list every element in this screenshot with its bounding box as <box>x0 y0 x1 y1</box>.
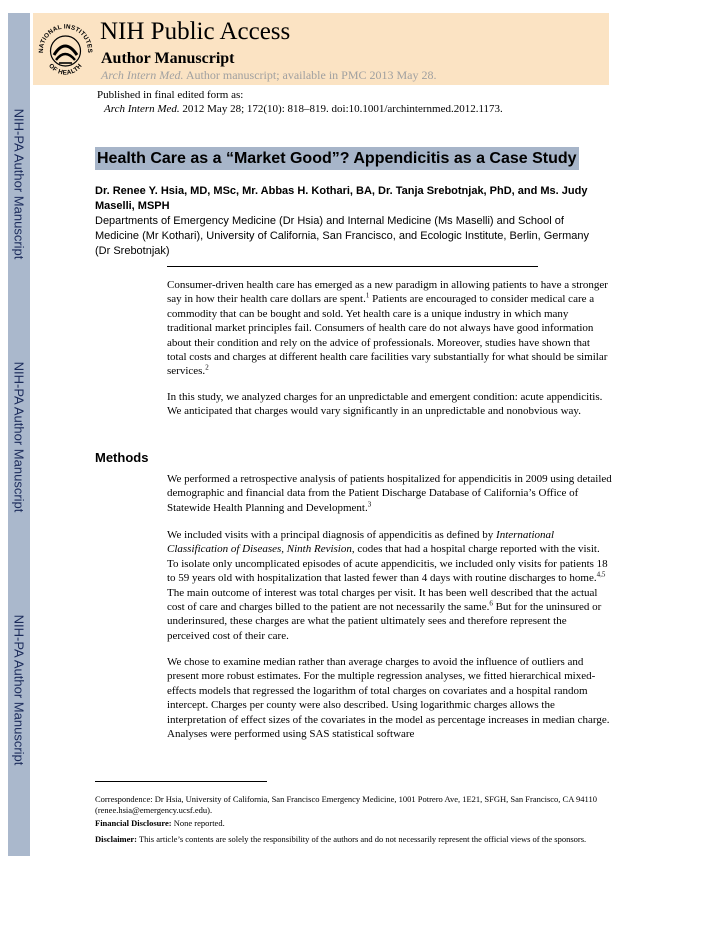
sidebar-label: NIH-PA Author Manuscript <box>11 361 27 513</box>
svg-text:NATIONAL INSTITUTES: NATIONAL INSTITUTES <box>37 23 94 54</box>
methods-paragraph: We chose to examine median rather than average charges to avoid the influence of outliers and present more robust estimates. For the multiple regression analyses, we fitted hierarchical mixed-effects models that regressed the logarithm of total charges on covariates and a hospital random intercept. Charges per county were also described. Using logarithmic charges allows the interpretation of effect sizes of the covariates in the model as percentage increases in median charge. Analyses were performed using SAS statistical software <box>167 656 610 741</box>
article-title: Health Care as a “Market Good”? Appendicitis as a Case Study <box>95 147 579 170</box>
header-subtitle: Author Manuscript <box>101 50 235 67</box>
sidebar-label: NIH-PA Author Manuscript <box>11 108 27 260</box>
footnote-divider <box>95 781 267 782</box>
page-title: NIH Public Access <box>100 18 291 45</box>
author-list: Dr. Renee Y. Hsia, MD, MSc, Mr. Abbas H. Kothari, BA, Dr. Tanja Srebotnjak, PhD, and Ms. Judy Maselli, MSPH <box>95 185 588 212</box>
disclaimer: Disclaimer: This article’s contents are solely the responsibility of the authors and do not necessarily represent the official views of the sponsors. <box>95 834 587 844</box>
publication-intro: Published in final edited form as: <box>97 89 244 101</box>
financial-disclosure: Financial Disclosure: None reported. <box>95 818 225 828</box>
intro-paragraph: Consumer-driven health care has emerged as a new paradigm in allowing patients to have a stronger say in how their health care dollars are spent.$^1$ Patients are encouraged to consider medical care a commodity that can be bought and sold. Yet health care is a unique industry in which many traditional market principles fail. Consumers of health care do not always have good information about their condition and rely on the advice of professionals. Moreover, studies have shown that total costs and charges at different health care facilities vary substantially for what should be similar services.$^2$ <box>167 279 608 378</box>
svg-text:OF HEALTH: OF HEALTH <box>47 62 84 77</box>
sidebar-label: NIH-PA Author Manuscript <box>11 614 27 766</box>
methods-paragraph: We included visits with a principal diagnosis of appendicitis as defined by International Classification of Diseases, Ninth Revision, codes that had a hospital charge reported with the visit. To isolate only uncomplicated episodes of acute appendicitis, we included only visits for patients 18 to 59 years old with hospitalization that lasted fewer than 4 days with routine discharges to home.$^{4,5}$ The main outcome of interest was total charges per visit. It has been well described that the actual cost of care and charges billed to the patient are not necessarily the same.$^6$ But for the uninsured or underinsured, these charges are what the patient ultimately sees and therefore represent the perceived cost of their care. <box>167 529 608 642</box>
methods-paragraph: We performed a retrospective analysis of patients hospitalized for appendicitis in 2009 using detailed demographic and financial data from the Patient Discharge Database of California’s Office of Statewide Health Planning and Development.$^3$ <box>167 473 612 514</box>
affiliations: Departments of Emergency Medicine (Dr Hsia) and Internal Medicine (Ms Maselli) and School of Medicine (Mr Kothari), University of California, San Francisco, and Ecologic Institute, Berlin, Germany (Dr Srebotnjak) <box>95 215 589 257</box>
availability-note: Arch Intern Med. Author manuscript; available in PMC 2013 May 28. <box>101 68 437 82</box>
section-divider <box>167 266 538 267</box>
section-heading: Methods <box>95 450 149 465</box>
nih-logo-icon <box>37 15 94 81</box>
intro-paragraph: In this study, we analyzed charges for an unpredictable and emergent condition: acute appendicitis. We anticipated that charges would vary significantly in an unpredictable and nonobvious way. <box>167 391 603 418</box>
citation: Arch Intern Med. 2012 May 28; 172(10): 818–819. doi:10.1001/archinternmed.2012.1173. <box>104 103 503 115</box>
correspondence-note: Correspondence: Dr Hsia, University of California, San Francisco Emergency Medicine, 1001 Potrero Ave, 1E21, SFGH, San Francisco, CA 94110 (renee.hsia@emergency.ucsf.edu). <box>95 794 597 815</box>
